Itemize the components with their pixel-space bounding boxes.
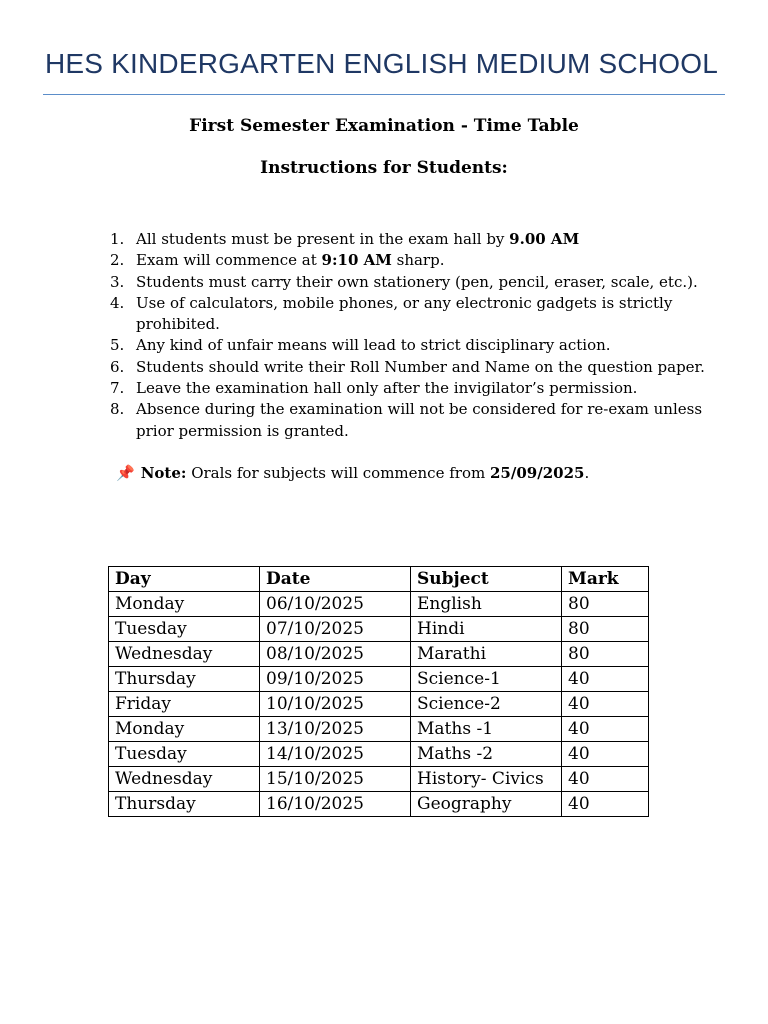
instruction-item [110,399,716,442]
cell-date: 13/10/2025 [260,717,411,742]
cell-subject: Hindi [411,617,562,642]
instruction-text: Leave the examination hall only after the invigilator’s permission. [136,379,638,398]
instruction-emphasis: 9.00 AM [509,230,580,248]
header-date: Date [260,567,411,592]
table-row [109,592,649,617]
cell-day: Tuesday [109,617,260,642]
instruction-text: All students must be present in the exam hall by [136,230,510,248]
instructions-list [110,229,716,442]
instruction-text: Students must carry their own stationery (pen, pencil, eraser, scale, etc.). [136,272,698,291]
instruction-item [110,378,716,399]
instruction-number: 2. [110,251,125,270]
cell-date: 10/10/2025 [260,692,411,717]
instruction-text: Exam will commence at [136,251,322,270]
cell-subject: Maths -2 [411,742,562,767]
instruction-text: Students should write their Roll Number and Name on the question paper. [136,357,705,376]
table-row [109,642,649,667]
cell-day: Monday [109,592,260,617]
cell-date: 16/10/2025 [260,792,411,817]
cell-day: Wednesday [109,767,260,792]
cell-mark: 40 [562,792,649,817]
cell-day: Friday [109,692,260,717]
instruction-number: 7. [110,379,125,398]
instruction-item [110,357,716,378]
header-mark: Mark [562,567,649,592]
instruction-number: 1. [110,230,125,248]
instruction-text: Use of calculators, mobile phones, or any electronic gadgets is strictly prohibited. [136,293,673,334]
table-row [109,792,649,817]
table-header-row [109,567,649,592]
note [116,464,589,482]
header-day: Day [109,567,260,592]
instruction-text: Any kind of unfair means will lead to strict disciplinary action. [136,336,611,355]
note-end: . [584,464,590,482]
instruction-item [110,293,716,336]
table-row [109,717,649,742]
cell-date: 06/10/2025 [260,592,411,617]
exam-title: First Semester Examination - Time Table [189,116,579,136]
table-row [109,767,649,792]
instruction-item [110,250,716,271]
cell-day: Tuesday [109,742,260,767]
cell-day: Monday [109,717,260,742]
instruction-number: 3. [110,272,125,291]
cell-date: 09/10/2025 [260,667,411,692]
instruction-number: 6. [110,357,125,376]
cell-mark: 80 [562,642,649,667]
cell-mark: 80 [562,592,649,617]
table-row [109,692,649,717]
pushpin-icon: 📌 [116,464,135,482]
note-text: Orals for subjects will commence from [186,464,490,482]
cell-mark: 40 [562,717,649,742]
instruction-number: 4. [110,293,125,312]
cell-subject: History- Civics [411,767,562,792]
timetable [108,566,649,817]
cell-mark: 40 [562,742,649,767]
note-label: Note: [140,464,187,482]
cell-subject: Maths -1 [411,717,562,742]
instruction-number: 5. [110,336,125,355]
cell-subject: English [411,592,562,617]
school-name: HES KINDERGARTEN ENGLISH MEDIUM SCHOOL [45,48,718,79]
cell-day: Wednesday [109,642,260,667]
cell-date: 15/10/2025 [260,767,411,792]
cell-day: Thursday [109,792,260,817]
cell-subject: Marathi [411,642,562,667]
note-date: 25/09/2025 [489,464,585,482]
title-divider [43,94,725,95]
instruction-item [110,229,716,250]
table-row [109,667,649,692]
instruction-item [110,335,716,356]
cell-mark: 40 [562,767,649,792]
instruction-number: 8. [110,400,125,419]
cell-date: 14/10/2025 [260,742,411,767]
table-row [109,742,649,767]
instruction-text: sharp. [391,251,445,270]
cell-date: 07/10/2025 [260,617,411,642]
cell-subject: Geography [411,792,562,817]
table-row [109,617,649,642]
instruction-text: Absence during the examination will not be considered for re-exam unless prior permission is granted. [136,400,703,440]
cell-subject: Science-2 [411,692,562,717]
cell-subject: Science-1 [411,667,562,692]
instruction-item [110,272,716,293]
cell-day: Thursday [109,667,260,692]
header-subject: Subject [411,567,562,592]
cell-mark: 80 [562,617,649,642]
instruction-emphasis: 9:10 AM [321,251,392,270]
cell-mark: 40 [562,692,649,717]
cell-mark: 40 [562,667,649,692]
instructions-heading: Instructions for Students: [260,158,508,178]
cell-date: 08/10/2025 [260,642,411,667]
